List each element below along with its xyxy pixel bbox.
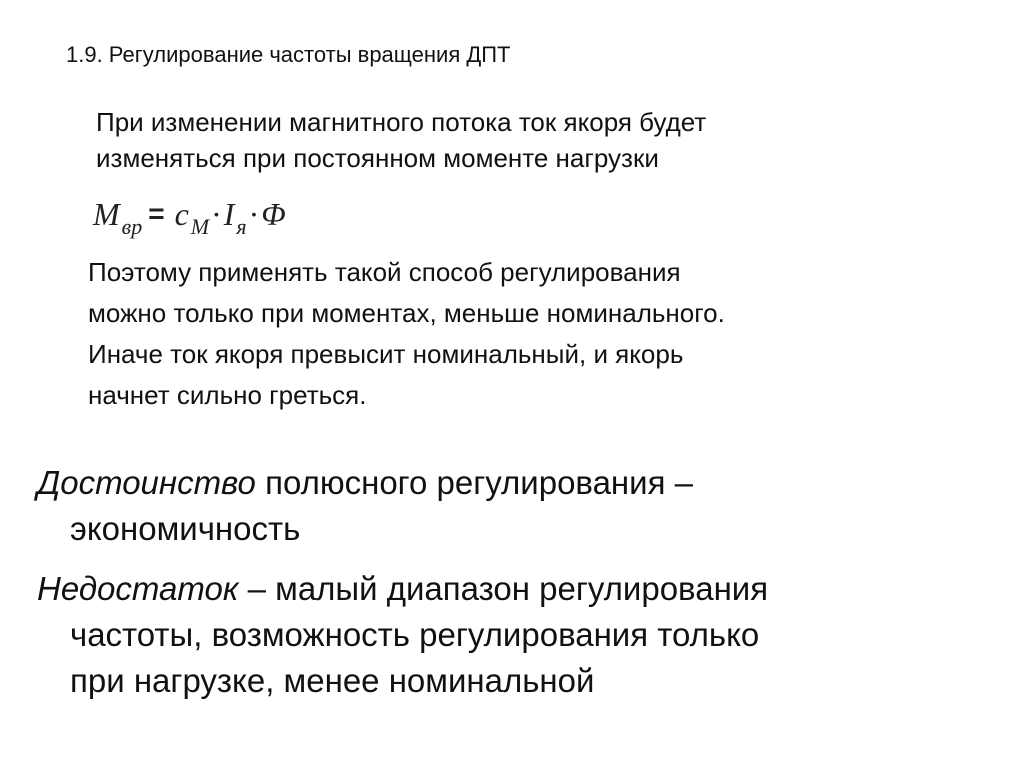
explanation-line-4: начнет сильно греться.: [88, 380, 367, 410]
merit-line-1: [37, 460, 693, 506]
merit-statement: [37, 460, 693, 552]
explanation-line-3: Иначе ток якоря превысит номинальный, и якорь: [88, 339, 684, 369]
intro-line-1: При изменении магнитного потока ток якоря будет: [96, 107, 707, 137]
formula-equals: =: [148, 198, 165, 229]
explanation-line-2: можно только при моментах, меньше номинального.: [88, 298, 725, 328]
merit-line-2: экономичность: [70, 510, 301, 547]
merit-line-1-rest: полюсного регулирования –: [255, 464, 693, 501]
slide-title: 1.9. Регулирование частоты вращения ДПТ: [66, 42, 511, 67]
drawback-line-1-rest: – малый диапазон регулирования: [238, 570, 769, 607]
formula-i-subscript: я: [236, 214, 247, 239]
explanation-line-1: Поэтому применять такой способ регулирования: [88, 257, 681, 287]
intro-paragraph: [96, 104, 706, 176]
formula-lhs-subscript: вр: [121, 214, 143, 239]
formula-c-subscript: M: [190, 214, 210, 239]
drawback-statement: [37, 566, 768, 704]
drawback-term: Недостаток: [37, 570, 239, 607]
torque-formula: [93, 196, 286, 246]
intro-line-2: изменяться при постоянном моменте нагрузки: [96, 143, 659, 173]
explanation-paragraph: [88, 252, 725, 416]
formula-c-symbol: c: [174, 196, 189, 232]
formula-dot-2: ·: [248, 196, 260, 232]
formula-lhs-symbol: M: [93, 196, 120, 232]
drawback-line-2: частоты, возможность регулирования только: [70, 616, 760, 653]
formula-dot-1: ·: [211, 196, 222, 232]
merit-term: Достоинство: [37, 464, 256, 501]
drawback-line-1: [37, 566, 768, 612]
formula-i-symbol: I: [223, 196, 235, 232]
drawback-line-3: при нагрузке, менее номинальной: [70, 662, 595, 699]
formula-phi-symbol: Φ: [261, 196, 286, 232]
